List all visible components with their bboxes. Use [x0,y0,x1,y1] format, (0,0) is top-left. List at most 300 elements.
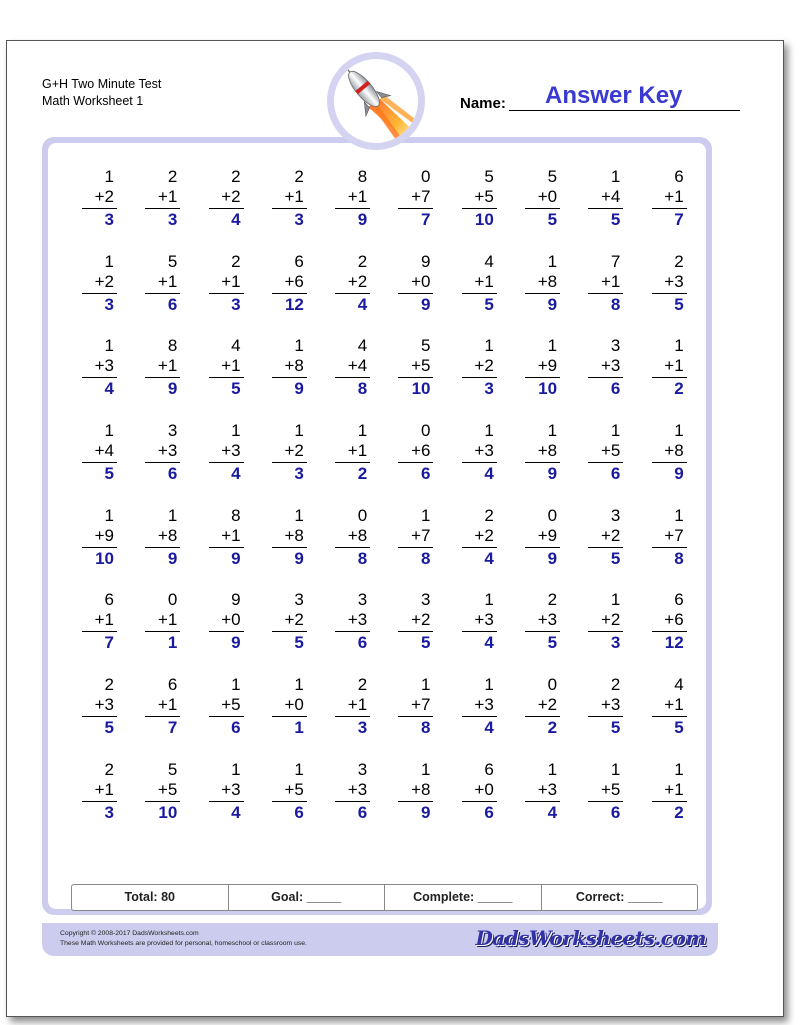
problem-sum-line [82,377,117,378]
problem-item [515,505,578,590]
problem-sum-line [462,462,497,463]
problem-item [262,759,325,844]
problem-sum-line [209,801,244,802]
problem-sum-line [588,293,623,294]
problem-answer: 10 [474,210,494,229]
problem-top-number: 0 [421,421,431,441]
problem-top-number: 1 [674,505,684,525]
problem-addend: +1 [664,356,684,376]
problem-addend: +8 [157,525,178,545]
problem-addend: +6 [411,441,431,461]
problem-sum-line [588,547,623,548]
problem-answer: 4 [484,718,494,738]
problem-top-number: 1 [610,167,621,186]
problem-item [135,335,198,420]
problem-sum-line [272,293,307,294]
problem-item [135,505,198,590]
problem-item [262,335,325,420]
problem-answer: 3 [231,294,241,314]
problem-addend: +8 [664,441,684,461]
problem-answer: 3 [104,802,114,822]
problem-top-number: 6 [484,759,494,779]
problem-item [262,674,325,759]
problem-sum-line [525,716,560,717]
problem-sum-line [525,631,560,632]
brand-logo: DadsWorksheets.com [475,926,706,950]
problem-item [72,420,135,505]
problem-item [642,335,705,420]
problem-item [325,505,388,590]
problem-sum-line [82,631,117,632]
worksheet-title-line1: G+H Two Minute Test [42,77,162,91]
problem-top-number: 6 [104,590,114,610]
problem-item [325,335,388,420]
problem-item [515,251,578,336]
problem-answer: 6 [484,802,494,822]
problem-top-number: 2 [167,167,178,186]
problem-addend: +1 [221,356,241,376]
summary-bar [71,884,698,911]
problem-answer: 5 [421,633,431,653]
problem-item [135,674,198,759]
problem-answer: 1 [167,633,178,653]
problem-sum-line [145,377,180,378]
problem-sum-line [398,631,433,632]
problem-sum-line [462,801,497,802]
problem-top-number: 5 [167,251,178,271]
problem-item [199,505,262,590]
problem-answer: 5 [231,379,241,399]
problem-addend: +1 [347,187,368,206]
problem-addend: +0 [474,779,494,799]
problem-sum-line [588,208,623,209]
problem-top-number: 1 [484,675,494,695]
problem-answer: 9 [167,548,178,568]
problem-sum-line [652,208,687,209]
problem-answer: 4 [484,548,494,568]
problem-answer: 9 [421,802,431,822]
problem-item [325,166,388,251]
problem-item [325,589,388,674]
problem-answer: 5 [610,548,621,568]
problem-item [578,166,641,251]
problem-top-number: 1 [547,421,558,441]
problem-item [72,589,135,674]
problem-top-number: 0 [357,505,368,525]
problem-top-number: 5 [167,759,178,779]
problem-answer: 4 [484,633,494,653]
problem-item [262,166,325,251]
problem-addend: +1 [474,271,494,291]
problem-sum-line [398,716,433,717]
problem-top-number: 6 [167,675,178,695]
problem-answer: 4 [357,294,368,314]
problem-item [578,335,641,420]
problem-top-number: 4 [484,251,494,271]
problem-sum-line [398,293,433,294]
problem-item [515,420,578,505]
problem-addend: +8 [284,525,304,545]
problem-top-number: 7 [610,251,621,271]
problem-top-number: 1 [294,505,304,525]
problem-item [642,251,705,336]
problem-answer: 4 [104,379,114,399]
problem-sum-line [272,547,307,548]
problem-sum-line [335,547,370,548]
problem-sum-line [335,377,370,378]
problem-top-number: 5 [547,167,558,186]
usage-notice: These Math Worksheets are provided for personal, homeschool or classroom use. [60,940,307,947]
worksheet-title [42,76,161,110]
problem-answer: 3 [167,210,178,229]
problem-answer: 6 [421,464,431,484]
problem-addend: +1 [347,441,368,461]
problem-item [515,674,578,759]
footer-copyright [60,929,307,949]
problem-item [642,420,705,505]
problem-addend: +2 [347,271,368,291]
problem-item [578,420,641,505]
problem-top-number: 1 [610,421,621,441]
problem-sum-line [462,716,497,717]
problem-item [578,589,641,674]
problem-top-number: 6 [294,251,304,271]
problem-sum-line [525,377,560,378]
problem-answer: 6 [610,464,621,484]
problem-sum-line [525,293,560,294]
problem-top-number: 2 [231,167,241,186]
problem-sum-line [525,462,560,463]
problem-addend: +0 [221,610,241,630]
problem-addend: +2 [221,187,241,206]
name-underline [509,110,740,111]
problem-answer: 10 [411,379,431,399]
problem-answer: 3 [610,633,621,653]
problem-answer: 5 [484,294,494,314]
problem-addend: +1 [94,610,114,630]
problem-item [578,674,641,759]
problem-answer: 5 [674,294,684,314]
problem-sum-line [462,631,497,632]
problem-top-number: 1 [167,505,178,525]
problem-addend: +4 [600,187,621,206]
problem-top-number: 1 [610,759,621,779]
problem-top-number: 3 [610,336,621,356]
problem-addend: +3 [474,695,494,715]
problem-addend: +0 [537,187,558,206]
problem-answer: 5 [547,633,558,653]
problem-answer: 3 [484,379,494,399]
problem-top-number: 2 [357,251,368,271]
problem-sum-line [652,801,687,802]
problem-answer: 9 [294,548,304,568]
problem-answer: 5 [674,718,684,738]
problem-top-number: 2 [231,251,241,271]
problem-top-number: 2 [547,590,558,610]
problem-item [642,759,705,844]
problem-item [452,589,515,674]
problem-sum-line [462,547,497,548]
problem-addend: +3 [94,356,114,376]
problem-answer: 7 [104,633,114,653]
name-field [460,82,740,112]
problem-top-number: 1 [294,675,304,695]
problem-addend: +8 [284,356,304,376]
worksheet-title-line2: Math Worksheet 1 [42,94,144,108]
problem-top-number: 1 [547,759,558,779]
problem-top-number: 4 [674,675,684,695]
problem-item [72,674,135,759]
problem-answer: 9 [294,379,304,399]
problem-top-number: 3 [167,421,178,441]
problem-answer: 5 [610,210,621,229]
problem-addend: +7 [411,525,431,545]
problem-answer: 9 [547,548,558,568]
problem-answer: 4 [231,464,241,484]
problem-item [72,759,135,844]
problem-top-number: 3 [357,759,368,779]
problem-item [72,251,135,336]
problem-sum-line [398,462,433,463]
problem-addend: +3 [474,610,494,630]
rocket-icon [334,59,418,143]
problem-sum-line [209,631,244,632]
problem-sum-line [652,293,687,294]
problem-answer: 10 [538,379,558,399]
problem-item [388,505,451,590]
problem-addend: +1 [157,356,178,376]
footer-band [42,923,718,956]
problem-top-number: 1 [104,505,114,525]
problem-addend: +3 [664,271,684,291]
problem-sum-line [588,631,623,632]
problem-top-number: 1 [294,421,304,441]
problem-answer: 5 [610,718,621,738]
problem-answer: 8 [610,294,621,314]
problem-answer: 8 [421,548,431,568]
problem-answer: 2 [547,718,558,738]
problem-addend: +8 [537,441,558,461]
problem-top-number: 1 [421,675,431,695]
problem-addend: +0 [411,271,431,291]
problem-top-number: 3 [610,505,621,525]
problem-sum-line [145,547,180,548]
problem-top-number: 0 [421,167,431,186]
problem-item [72,166,135,251]
problem-sum-line [335,462,370,463]
problem-item [199,674,262,759]
problem-top-number: 8 [167,336,178,356]
problem-addend: +5 [284,779,304,799]
problem-addend: +2 [474,525,494,545]
problem-addend: +3 [221,779,241,799]
problem-item [325,251,388,336]
problem-top-number: 4 [231,336,241,356]
problem-top-number: 3 [357,590,368,610]
problem-sum-line [588,377,623,378]
problem-item [452,251,515,336]
problem-top-number: 1 [547,251,558,271]
problem-sum-line [398,377,433,378]
problem-addend: +8 [537,271,558,291]
problem-item [135,420,198,505]
problem-answer: 8 [421,718,431,738]
problem-item [199,335,262,420]
problem-answer: 6 [357,802,368,822]
problem-addend: +3 [600,695,621,715]
problem-top-number: 3 [294,590,304,610]
problem-sum-line [145,293,180,294]
problem-answer: 8 [357,379,368,399]
problem-item [578,251,641,336]
problem-top-number: 1 [484,590,494,610]
problem-addend: +1 [94,779,114,799]
problem-addend: +5 [600,779,621,799]
problem-answer: 4 [231,802,241,822]
problem-addend: +1 [157,271,178,291]
problem-answer: 9 [357,210,368,229]
problem-item [515,759,578,844]
problem-answer: 6 [610,379,621,399]
problem-answer: 5 [104,718,114,738]
problem-sum-line [209,377,244,378]
problem-answer: 4 [484,464,494,484]
problem-item [388,166,451,251]
problem-addend: +5 [157,779,178,799]
problem-item [199,589,262,674]
problem-top-number: 1 [421,505,431,525]
problem-top-number: 1 [294,336,304,356]
problem-item [325,674,388,759]
problem-answer: 1 [294,718,304,738]
problem-addend: +9 [94,525,114,545]
problem-addend: +7 [411,187,431,206]
problem-top-number: 1 [231,421,241,441]
problem-addend: +2 [474,356,494,376]
problem-top-number: 1 [421,759,431,779]
problem-answer: 6 [167,464,178,484]
problem-item [135,589,198,674]
problem-sum-line [335,631,370,632]
problem-top-number: 4 [357,336,368,356]
problem-answer: 7 [674,210,684,229]
problem-top-number: 2 [294,167,304,186]
problem-top-number: 1 [104,251,114,271]
problem-addend: +0 [284,695,304,715]
problem-sum-line [209,208,244,209]
problem-addend: +7 [664,525,684,545]
problem-item [388,420,451,505]
problem-sum-line [209,293,244,294]
problem-addend: +3 [347,779,368,799]
problem-sum-line [209,462,244,463]
problem-addend: +2 [537,695,558,715]
problem-answer: 8 [357,548,368,568]
problem-top-number: 1 [484,421,494,441]
problem-sum-line [335,801,370,802]
problem-item [262,251,325,336]
problem-sum-line [652,377,687,378]
problem-addend: +1 [221,271,241,291]
problem-top-number: 8 [231,505,241,525]
problem-top-number: 1 [674,336,684,356]
problem-top-number: 6 [674,167,684,186]
summary-total: Total: 80 [72,885,229,910]
problem-sum-line [209,547,244,548]
problem-answer: 9 [547,464,558,484]
summary-goal: Goal: _____ [229,885,386,910]
problem-top-number: 1 [104,167,114,186]
problem-sum-line [335,208,370,209]
problem-addend: +1 [664,695,684,715]
problem-top-number: 0 [167,590,178,610]
problem-top-number: 1 [231,759,241,779]
problem-item [642,674,705,759]
problem-sum-line [272,631,307,632]
problem-addend: +1 [664,779,684,799]
problem-addend: +6 [284,271,304,291]
problem-top-number: 5 [484,167,494,186]
problem-item [199,420,262,505]
problem-answer: 9 [421,294,431,314]
problem-addend: +1 [600,271,621,291]
problem-item [262,420,325,505]
problem-item [452,420,515,505]
problem-sum-line [588,801,623,802]
problem-answer: 10 [95,548,114,568]
problem-top-number: 1 [357,421,368,441]
problem-top-number: 1 [674,759,684,779]
problem-addend: +4 [94,441,114,461]
problem-sum-line [145,801,180,802]
problem-addend: +9 [537,525,558,545]
summary-complete: Complete: _____ [385,885,542,910]
problem-sum-line [82,208,117,209]
problem-addend: +5 [474,187,494,206]
problem-addend: +3 [347,610,368,630]
problem-top-number: 2 [104,675,114,695]
problem-item [199,251,262,336]
problem-sum-line [652,462,687,463]
problem-top-number: 1 [104,421,114,441]
problem-top-number: 1 [610,590,621,610]
problem-addend: +2 [94,187,114,206]
problem-addend: +3 [600,356,621,376]
problem-addend: +5 [411,356,431,376]
problem-sum-line [82,462,117,463]
problem-sum-line [272,208,307,209]
problem-item [135,251,198,336]
problem-item [515,166,578,251]
problem-sum-line [272,716,307,717]
problem-top-number: 6 [674,590,684,610]
problem-addend: +3 [474,441,494,461]
problem-addend: +3 [221,441,241,461]
problem-top-number: 2 [610,675,621,695]
problem-sum-line [209,716,244,717]
problem-answer: 6 [231,718,241,738]
problem-answer: 8 [674,548,684,568]
problem-top-number: 1 [294,759,304,779]
problem-addend: +2 [94,271,114,291]
problem-sum-line [335,716,370,717]
problem-sum-line [335,293,370,294]
problem-top-number: 2 [674,251,684,271]
problem-answer: 12 [284,294,304,314]
problem-item [452,759,515,844]
problem-answer: 3 [294,464,304,484]
problem-item [325,759,388,844]
